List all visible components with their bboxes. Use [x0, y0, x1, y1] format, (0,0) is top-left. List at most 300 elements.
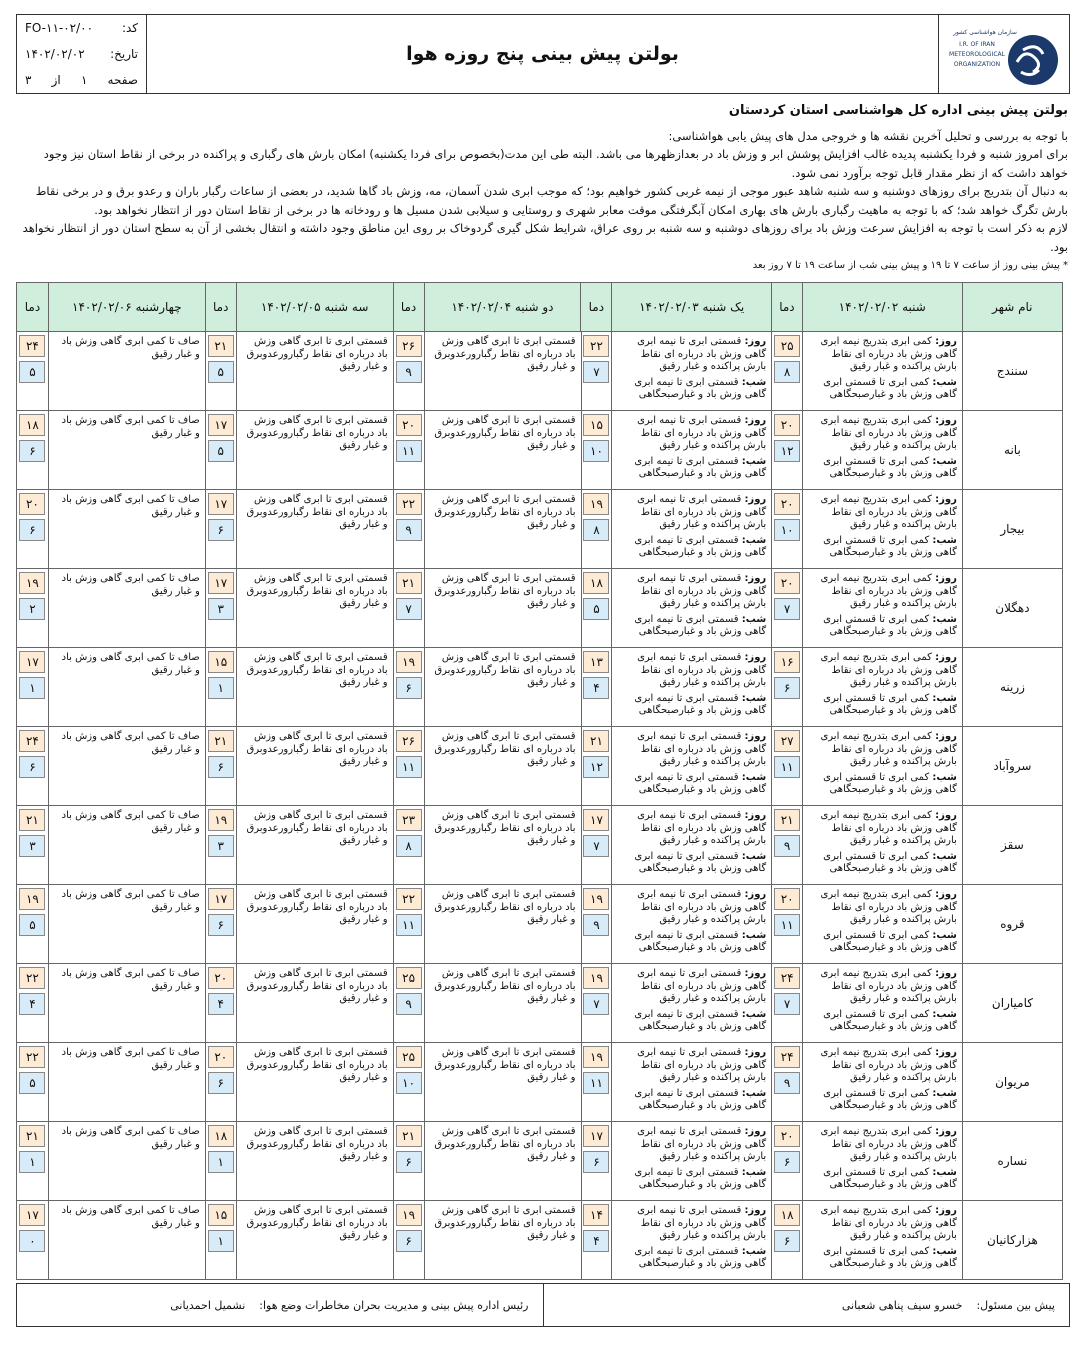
- day-forecast-text: کمی ابری بتدریج نیمه ابری گاهی وزش باد درباره ای نقاط بارش پراکنده و غبار رقیق: [820, 1205, 957, 1241]
- day-label: روز:: [744, 652, 767, 663]
- night-forecast-text: قسمتی ابری تا نیمه ابری گاهی وزش باد و غبارصبحگاهی: [634, 850, 767, 874]
- forecast-cell: [48, 1201, 205, 1279]
- table-row: [16, 806, 1062, 885]
- forecast-cell: [48, 490, 205, 568]
- temp-cell: [771, 569, 802, 647]
- temp-cell: [205, 964, 236, 1042]
- min-temp: ۶: [208, 1072, 234, 1094]
- forecast-text: قسمتی ابری تا ابری گاهی وزش باد درباره ای نقاط رگبارورعدوبرق و غبار رقیق: [434, 494, 576, 530]
- min-temp: ۱۲: [774, 440, 800, 462]
- max-temp: ۱۶: [774, 651, 800, 673]
- forecast-cell: [48, 1043, 205, 1121]
- forecast-cell: [236, 411, 393, 489]
- night-label: شب:: [741, 1087, 767, 1099]
- max-temp: ۲۵: [396, 967, 422, 989]
- forecast-cell: [48, 964, 205, 1042]
- temp-cell: [16, 806, 48, 884]
- night-forecast-text: کمی ابری تا قسمتی ابری گاهی وزش باد و غبارصبحگاهی: [823, 1087, 957, 1111]
- temp-cell: [581, 490, 612, 568]
- table-row: [16, 1201, 1062, 1280]
- bulletin-footer: [16, 1283, 1070, 1327]
- day-label: روز:: [935, 573, 957, 584]
- forecast-text: قسمتی ابری تا ابری گاهی وزش باد درباره ای نقاط رگبارورعدوبرق و غبار رقیق: [246, 336, 388, 372]
- city-name: زرینه: [962, 648, 1062, 726]
- max-temp: ۱۹: [583, 1046, 609, 1068]
- city-name: سقز: [962, 806, 1062, 884]
- date-value: ۱۴۰۲/۰۲/۰۲: [25, 47, 85, 61]
- forecast-text: قسمتی ابری تا ابری گاهی وزش باد درباره ای نقاط رگبارورعدوبرق و غبار رقیق: [434, 652, 576, 688]
- forecast-table: [16, 282, 1063, 1280]
- forecast-text: قسمتی ابری تا ابری گاهی وزش باد درباره ای نقاط رگبارورعدوبرق و غبار رقیق: [434, 573, 576, 609]
- min-temp: ۷: [396, 598, 422, 620]
- temp-cell: [16, 1043, 48, 1121]
- header-day: سه شنبه ۱۴۰۲/۰۲/۰۵: [236, 283, 393, 331]
- day-label: روز:: [935, 810, 957, 821]
- day-forecast-text: قسمتی ابری تا نیمه ابری گاهی وزش باد درباره ای نقاط بارش پراکنده و غبار رقیق: [637, 573, 767, 609]
- max-temp: ۱۷: [208, 888, 234, 910]
- forecast-text: قسمتی ابری تا ابری گاهی وزش باد درباره ای نقاط رگبارورعدوبرق و غبار رقیق: [434, 1205, 576, 1241]
- forecast-cell: [48, 332, 205, 410]
- temp-cell: [16, 1122, 48, 1200]
- max-temp: ۲۱: [208, 730, 234, 752]
- min-temp: ۷: [774, 598, 800, 620]
- header-temp: دما: [393, 283, 424, 331]
- min-temp: ۷: [583, 993, 609, 1015]
- temp-cell: [205, 885, 236, 963]
- night-forecast-text: قسمتی ابری تا نیمه ابری گاهی وزش باد و غبارصبحگاهی: [634, 1245, 767, 1269]
- forecast-text: صاف تا کمی ابری گاهی وزش باد و غبار رقیق: [61, 494, 200, 518]
- min-temp: ۶: [396, 1230, 422, 1252]
- temp-cell: [581, 648, 612, 726]
- max-temp: ۱۵: [583, 414, 609, 436]
- temp-cell: [581, 806, 612, 884]
- temp-cell: [393, 648, 424, 726]
- temp-cell: [16, 490, 48, 568]
- temp-cell: [393, 885, 424, 963]
- forecast-text: قسمتی ابری تا ابری گاهی وزش باد درباره ای نقاط رگبارورعدوبرق و غبار رقیق: [246, 731, 388, 767]
- night-forecast-text: کمی ابری تا قسمتی ابری گاهی وزش باد و غبارصبحگاهی: [823, 929, 957, 953]
- max-temp: ۱۹: [208, 809, 234, 831]
- night-forecast: [617, 1088, 766, 1113]
- temp-cell: [581, 885, 612, 963]
- day-forecast: [617, 652, 766, 690]
- forecast-cell: [236, 964, 393, 1042]
- min-temp: ۱: [208, 677, 234, 699]
- forecast-cell: [611, 411, 771, 489]
- night-label: شب:: [932, 1087, 957, 1099]
- min-temp: ۱: [19, 1151, 45, 1173]
- day-forecast: [808, 1126, 957, 1164]
- night-label: شب:: [932, 850, 957, 862]
- temp-cell: [393, 569, 424, 647]
- max-temp: ۲۲: [19, 967, 45, 989]
- day-forecast-text: کمی ابری بتدریج نیمه ابری گاهی وزش باد درباره ای نقاط بارش پراکنده و غبار رقیق: [820, 731, 957, 767]
- temp-cell: [771, 332, 802, 410]
- night-forecast-text: کمی ابری تا قسمتی ابری گاهی وزش باد و غبارصبحگاهی: [823, 1166, 957, 1190]
- min-temp: ۹: [396, 361, 422, 383]
- forecast-text: صاف تا کمی ابری گاهی وزش باد و غبار رقیق: [61, 573, 200, 597]
- night-label: شب:: [741, 1008, 767, 1020]
- min-temp: ۵: [19, 361, 45, 383]
- day-forecast: [808, 1205, 957, 1243]
- max-temp: ۲۱: [19, 1125, 45, 1147]
- night-forecast: [617, 693, 766, 718]
- night-forecast-text: قسمتی ابری تا نیمه ابری گاهی وزش باد و غبارصبحگاهی: [634, 929, 767, 953]
- temp-cell: [393, 806, 424, 884]
- night-forecast-text: کمی ابری تا قسمتی ابری گاهی وزش باد و غبارصبحگاهی: [823, 1245, 957, 1269]
- min-temp: ۰: [19, 1230, 45, 1252]
- city-name: هزارکانیان: [962, 1201, 1062, 1279]
- forecast-cell: [802, 885, 962, 963]
- code-value: FO-۱۱-۰۲/۰۰: [25, 21, 94, 35]
- day-forecast-text: قسمتی ابری تا نیمه ابری گاهی وزش باد درباره ای نقاط بارش پراکنده و غبار رقیق: [637, 415, 767, 451]
- day-forecast-text: قسمتی ابری تا نیمه ابری گاهی وزش باد درباره ای نقاط بارش پراکنده و غبار رقیق: [637, 731, 767, 767]
- min-temp: ۱۰: [396, 1072, 422, 1094]
- max-temp: ۱۹: [583, 967, 609, 989]
- night-forecast: [808, 1009, 957, 1034]
- forecast-text: قسمتی ابری تا ابری گاهی وزش باد درباره ای نقاط رگبارورعدوبرق و غبار رقیق: [246, 968, 388, 1004]
- forecast-text: قسمتی ابری تا ابری گاهی وزش باد درباره ای نقاط رگبارورعدوبرق و غبار رقیق: [246, 652, 388, 688]
- page-total: ۳: [25, 73, 32, 87]
- city-name: کامیاران: [962, 964, 1062, 1042]
- min-temp: ۲: [19, 598, 45, 620]
- min-temp: ۱: [208, 1230, 234, 1252]
- temp-cell: [393, 1122, 424, 1200]
- night-forecast-text: قسمتی ابری تا نیمه ابری گاهی وزش باد و غبارصبحگاهی: [634, 613, 767, 637]
- min-temp: ۳: [208, 835, 234, 857]
- day-label: روز:: [744, 573, 767, 584]
- night-label: شب:: [932, 1245, 957, 1257]
- max-temp: ۱۳: [583, 651, 609, 673]
- day-forecast: [617, 1205, 766, 1243]
- day-forecast-text: کمی ابری بتدریج نیمه ابری گاهی وزش باد درباره ای نقاط بارش پراکنده و غبار رقیق: [820, 652, 957, 688]
- night-forecast-text: قسمتی ابری تا نیمه ابری گاهی وزش باد و غبارصبحگاهی: [634, 1166, 767, 1190]
- intro-title: بولتن پیش بینی اداره کل هواشناسی استان کردستان: [728, 103, 1068, 118]
- forecast-text: قسمتی ابری تا ابری گاهی وزش باد درباره ای نقاط رگبارورعدوبرق و غبار رقیق: [246, 1047, 388, 1083]
- forecast-cell: [236, 332, 393, 410]
- forecast-cell: [236, 490, 393, 568]
- forecast-cell: [48, 806, 205, 884]
- min-temp: ۴: [583, 677, 609, 699]
- forecast-cell: [611, 885, 771, 963]
- day-label: روز:: [744, 731, 767, 742]
- temp-cell: [16, 411, 48, 489]
- organization-logo: [938, 15, 1069, 93]
- forecast-cell: [802, 964, 962, 1042]
- night-forecast-text: کمی ابری تا قسمتی ابری گاهی وزش باد و غبارصبحگاهی: [823, 455, 957, 479]
- table-row: [16, 964, 1062, 1043]
- day-forecast-text: قسمتی ابری تا نیمه ابری گاهی وزش باد درباره ای نقاط بارش پراکنده و غبار رقیق: [637, 494, 767, 530]
- forecast-text: قسمتی ابری تا ابری گاهی وزش باد درباره ای نقاط رگبارورعدوبرق و غبار رقیق: [246, 494, 388, 530]
- min-temp: ۳: [208, 598, 234, 620]
- max-temp: ۲۶: [396, 335, 422, 357]
- header-city: نام شهر: [962, 283, 1062, 331]
- night-forecast: [617, 1246, 766, 1271]
- temp-cell: [581, 332, 612, 410]
- night-forecast: [808, 456, 957, 481]
- day-forecast: [617, 1047, 766, 1085]
- forecast-text: قسمتی ابری تا ابری گاهی وزش باد درباره ای نقاط رگبارورعدوبرق و غبار رقیق: [246, 415, 388, 451]
- forecast-text: قسمتی ابری تا ابری گاهی وزش باد درباره ای نقاط رگبارورعدوبرق و غبار رقیق: [246, 889, 388, 925]
- night-forecast-text: کمی ابری تا قسمتی ابری گاهی وزش باد و غبارصبحگاهی: [823, 771, 957, 795]
- document-meta: [17, 15, 147, 93]
- intro-section: [18, 102, 1068, 256]
- city-name: سروآباد: [962, 727, 1062, 805]
- night-forecast: [808, 851, 957, 876]
- day-label: روز:: [935, 968, 957, 979]
- night-forecast: [808, 693, 957, 718]
- temp-cell: [205, 648, 236, 726]
- day-forecast: [808, 573, 957, 611]
- meteorological-logo-icon: [945, 20, 1063, 88]
- forecast-cell: [611, 332, 771, 410]
- date-row: [25, 47, 138, 61]
- max-temp: ۱۵: [208, 1204, 234, 1226]
- temp-cell: [205, 332, 236, 410]
- temp-cell: [771, 885, 802, 963]
- day-label: روز:: [744, 336, 767, 347]
- night-forecast: [617, 930, 766, 955]
- forecaster-label: پیش بین مسئول:: [976, 1298, 1055, 1312]
- min-temp: ۹: [396, 519, 422, 541]
- table-row: [16, 885, 1062, 964]
- min-temp: ۵: [208, 440, 234, 462]
- night-forecast-text: قسمتی ابری تا نیمه ابری گاهی وزش باد و غبارصبحگاهی: [634, 771, 767, 795]
- temp-cell: [16, 885, 48, 963]
- min-temp: ۴: [19, 993, 45, 1015]
- min-temp: ۹: [774, 835, 800, 857]
- forecast-cell: [48, 1122, 205, 1200]
- day-label: روز:: [744, 889, 767, 900]
- forecast-text: صاف تا کمی ابری گاهی وزش باد و غبار رقیق: [61, 652, 200, 676]
- temp-cell: [16, 332, 48, 410]
- night-forecast: [808, 1246, 957, 1271]
- min-temp: ۱۱: [583, 1072, 609, 1094]
- forecast-text: قسمتی ابری تا ابری گاهی وزش باد درباره ای نقاط رگبارورعدوبرق و غبار رقیق: [434, 336, 576, 372]
- logo-text-en-1: I.R. OF IRAN: [959, 41, 995, 48]
- forecast-text: قسمتی ابری تا ابری گاهی وزش باد درباره ای نقاط رگبارورعدوبرق و غبار رقیق: [434, 415, 576, 451]
- forecast-cell: [236, 569, 393, 647]
- forecast-text: قسمتی ابری تا ابری گاهی وزش باد درباره ای نقاط رگبارورعدوبرق و غبار رقیق: [434, 889, 576, 925]
- night-forecast: [808, 930, 957, 955]
- night-label: شب:: [932, 771, 957, 783]
- min-temp: ۵: [19, 914, 45, 936]
- day-label: روز:: [935, 415, 957, 426]
- day-label: روز:: [744, 1047, 767, 1058]
- day-forecast: [808, 731, 957, 769]
- max-temp: ۲۲: [396, 493, 422, 515]
- forecast-text: صاف تا کمی ابری گاهی وزش باد و غبار رقیق: [61, 731, 200, 755]
- temp-cell: [771, 648, 802, 726]
- max-temp: ۲۱: [19, 809, 45, 831]
- day-label: روز:: [935, 731, 957, 742]
- temp-cell: [581, 727, 612, 805]
- forecast-text: صاف تا کمی ابری گاهی وزش باد و غبار رقیق: [61, 415, 200, 439]
- forecast-cell: [424, 1201, 581, 1279]
- temp-cell: [393, 490, 424, 568]
- city-name: بیجار: [962, 490, 1062, 568]
- night-forecast: [617, 614, 766, 639]
- night-label: شب:: [741, 613, 767, 625]
- page-row: [25, 73, 138, 87]
- day-forecast-text: قسمتی ابری تا نیمه ابری گاهی وزش باد درباره ای نقاط بارش پراکنده و غبار رقیق: [637, 336, 767, 372]
- temp-cell: [205, 1122, 236, 1200]
- night-label: شب:: [741, 692, 767, 704]
- forecast-cell: [424, 332, 581, 410]
- day-forecast-text: قسمتی ابری تا نیمه ابری گاهی وزش باد درباره ای نقاط بارش پراکنده و غبار رقیق: [637, 1047, 767, 1083]
- intro-paragraph: برای امروز شنبه و فردا یکشنبه پدیده غالب افزایش پوشش ابر و وزش باد در بعدازظهرها می باشد. البته طی این مدت(بخصوص برای فردا یکشنبه) امکان بارش های رگباری و پراکنده در برخی از نقاط استان نیز وجود خواهد داشت که از نظر مقدار قابل توجه برآورد نمی شود.: [43, 147, 1068, 180]
- night-forecast: [617, 377, 766, 402]
- max-temp: ۲۰: [396, 414, 422, 436]
- forecast-text: صاف تا کمی ابری گاهی وزش باد و غبار رقیق: [61, 1126, 200, 1150]
- city-name: مریوان: [962, 1043, 1062, 1121]
- temp-cell: [205, 1043, 236, 1121]
- min-temp: ۶: [774, 1230, 800, 1252]
- max-temp: ۱۹: [19, 888, 45, 910]
- night-forecast-text: قسمتی ابری تا نیمه ابری گاهی وزش باد و غبارصبحگاهی: [634, 1087, 767, 1111]
- day-label: روز:: [744, 1126, 767, 1137]
- min-temp: ۷: [583, 835, 609, 857]
- night-forecast: [808, 772, 957, 797]
- forecast-text: قسمتی ابری تا ابری گاهی وزش باد درباره ای نقاط رگبارورعدوبرق و غبار رقیق: [246, 1126, 388, 1162]
- min-temp: ۸: [583, 519, 609, 541]
- day-forecast: [808, 1047, 957, 1085]
- day-forecast: [808, 968, 957, 1006]
- page-of-label: از: [51, 73, 61, 87]
- forecast-cell: [424, 411, 581, 489]
- city-name: قروه: [962, 885, 1062, 963]
- forecast-text: قسمتی ابری تا ابری گاهی وزش باد درباره ای نقاط رگبارورعدوبرق و غبار رقیق: [434, 1047, 576, 1083]
- forecast-cell: [611, 727, 771, 805]
- forecast-cell: [236, 806, 393, 884]
- temp-cell: [205, 569, 236, 647]
- max-temp: ۲۲: [396, 888, 422, 910]
- max-temp: ۲۴: [19, 335, 45, 357]
- forecast-text: صاف تا کمی ابری گاهی وزش باد و غبار رقیق: [61, 810, 200, 834]
- max-temp: ۱۴: [583, 1204, 609, 1226]
- day-label: روز:: [744, 494, 767, 505]
- min-temp: ۶: [19, 756, 45, 778]
- night-forecast: [617, 772, 766, 797]
- forecast-cell: [48, 411, 205, 489]
- max-temp: ۲۰: [19, 493, 45, 515]
- day-forecast: [617, 415, 766, 453]
- intro-paragraph: به دنبال آن بتدریج برای روزهای دوشنبه و سه شنبه شاهد عبور موجی از نیمه غربی کشور خواهیم بود؛ که موجب ابری شدن آسمان، مه، وزش باد گاها شدید، در بعضی از ساعات رگبار باران و رعدو برق و در برخی نقاط بارش تگرگ خواهد شد؛ که با توجه به ماهیت رگباری بارش های بهاری امکان آبگرفتگی موقت معابر شهری و روستایی و سیلابی شدن مسیل ها و رودخانه ها در برخی از نقاط استان دور از انتظار نخواهد بود.: [35, 184, 1068, 217]
- night-label: شب:: [741, 929, 767, 941]
- max-temp: ۲۰: [774, 414, 800, 436]
- temp-cell: [771, 411, 802, 489]
- night-forecast: [617, 851, 766, 876]
- head-label: رئیس اداره پیش بینی و مدیریت بحران مخاطرات وضع هوا:: [259, 1298, 529, 1312]
- day-forecast: [617, 968, 766, 1006]
- forecast-text: قسمتی ابری تا ابری گاهی وزش باد درباره ای نقاط رگبارورعدوبرق و غبار رقیق: [246, 810, 388, 846]
- forecast-cell: [424, 964, 581, 1042]
- temp-cell: [771, 1201, 802, 1279]
- table-row: [16, 332, 1062, 411]
- day-forecast: [808, 889, 957, 927]
- forecast-cell: [424, 806, 581, 884]
- max-temp: ۱۸: [583, 572, 609, 594]
- forecast-text: قسمتی ابری تا ابری گاهی وزش باد درباره ای نقاط رگبارورعدوبرق و غبار رقیق: [434, 1126, 576, 1162]
- temp-cell: [393, 727, 424, 805]
- temp-cell: [771, 964, 802, 1042]
- header-day: دو شنبه ۱۴۰۲/۰۲/۰۴: [424, 283, 581, 331]
- day-forecast-text: کمی ابری بتدریج نیمه ابری گاهی وزش باد درباره ای نقاط بارش پراکنده و غبار رقیق: [820, 415, 957, 451]
- forecast-cell: [611, 1122, 771, 1200]
- day-forecast: [808, 336, 957, 374]
- night-forecast-text: قسمتی ابری تا نیمه ابری گاهی وزش باد و غبارصبحگاهی: [634, 534, 767, 558]
- forecast-cell: [611, 490, 771, 568]
- forecast-text: صاف تا کمی ابری گاهی وزش باد و غبار رقیق: [61, 1205, 200, 1229]
- night-forecast-text: قسمتی ابری تا نیمه ابری گاهی وزش باد و غبارصبحگاهی: [634, 692, 767, 716]
- temp-cell: [393, 1201, 424, 1279]
- max-temp: ۱۷: [19, 1204, 45, 1226]
- max-temp: ۲۰: [208, 967, 234, 989]
- min-temp: ۹: [583, 914, 609, 936]
- header-day: یک شنبه ۱۴۰۲/۰۲/۰۳: [611, 283, 771, 331]
- forecast-text: صاف تا کمی ابری گاهی وزش باد و غبار رقیق: [61, 889, 200, 913]
- header-temp: دما: [580, 283, 611, 331]
- temp-cell: [771, 806, 802, 884]
- night-label: شب:: [741, 771, 767, 783]
- head-block: [17, 1284, 544, 1326]
- code-row: [25, 21, 138, 35]
- table-row: [16, 411, 1062, 490]
- max-temp: ۱۹: [396, 1204, 422, 1226]
- night-forecast-text: قسمتی ابری تا نیمه ابری گاهی وزش باد و غبارصبحگاهی: [634, 455, 767, 479]
- min-temp: ۶: [583, 1151, 609, 1173]
- min-temp: ۷: [774, 993, 800, 1015]
- temp-cell: [771, 1122, 802, 1200]
- forecast-cell: [236, 727, 393, 805]
- logo-text-en-2: METEOROLOGICAL: [949, 51, 1005, 58]
- night-label: شب:: [932, 929, 957, 941]
- temp-cell: [393, 964, 424, 1042]
- max-temp: ۲۰: [774, 493, 800, 515]
- day-forecast-text: کمی ابری بتدریج نیمه ابری گاهی وزش باد درباره ای نقاط بارش پراکنده و غبار رقیق: [820, 336, 957, 372]
- min-temp: ۴: [208, 993, 234, 1015]
- logo-text-en-3: ORGANIZATION: [953, 61, 1001, 68]
- temp-cell: [393, 411, 424, 489]
- temp-cell: [205, 806, 236, 884]
- forecast-cell: [611, 648, 771, 726]
- city-name: دهگلان: [962, 569, 1062, 647]
- min-temp: ۱۱: [396, 914, 422, 936]
- max-temp: ۲۳: [396, 809, 422, 831]
- min-temp: ۹: [396, 993, 422, 1015]
- day-forecast: [617, 573, 766, 611]
- page-number: ۱: [80, 73, 88, 87]
- day-forecast-text: قسمتی ابری تا نیمه ابری گاهی وزش باد درباره ای نقاط بارش پراکنده و غبار رقیق: [637, 1205, 767, 1241]
- max-temp: ۱۷: [208, 493, 234, 515]
- day-forecast: [808, 652, 957, 690]
- forecast-cell: [236, 1201, 393, 1279]
- table-row: [16, 648, 1062, 727]
- temp-cell: [16, 1201, 48, 1279]
- intro-paragraph: لازم به ذکر است با توجه به افزایش سرعت وزش باد برای روزهای دوشنبه و سه شنبه بر روی عراق، شرایط شکل گیری گردوخاک بر روی این مناطق وجود داشته و انتقال بخشی از آن به سطح استان دور از انتظار نخواهد بود.: [22, 221, 1068, 254]
- forecast-cell: [802, 727, 962, 805]
- max-temp: ۱۷: [583, 1125, 609, 1147]
- max-temp: ۱۹: [583, 493, 609, 515]
- day-label: روز:: [935, 1047, 957, 1058]
- night-forecast: [617, 535, 766, 560]
- min-temp: ۱۱: [396, 440, 422, 462]
- max-temp: ۲۲: [583, 335, 609, 357]
- min-temp: ۶: [396, 677, 422, 699]
- page-label: صفحه: [107, 73, 138, 87]
- max-temp: ۲۴: [774, 967, 800, 989]
- max-temp: ۲۰: [774, 888, 800, 910]
